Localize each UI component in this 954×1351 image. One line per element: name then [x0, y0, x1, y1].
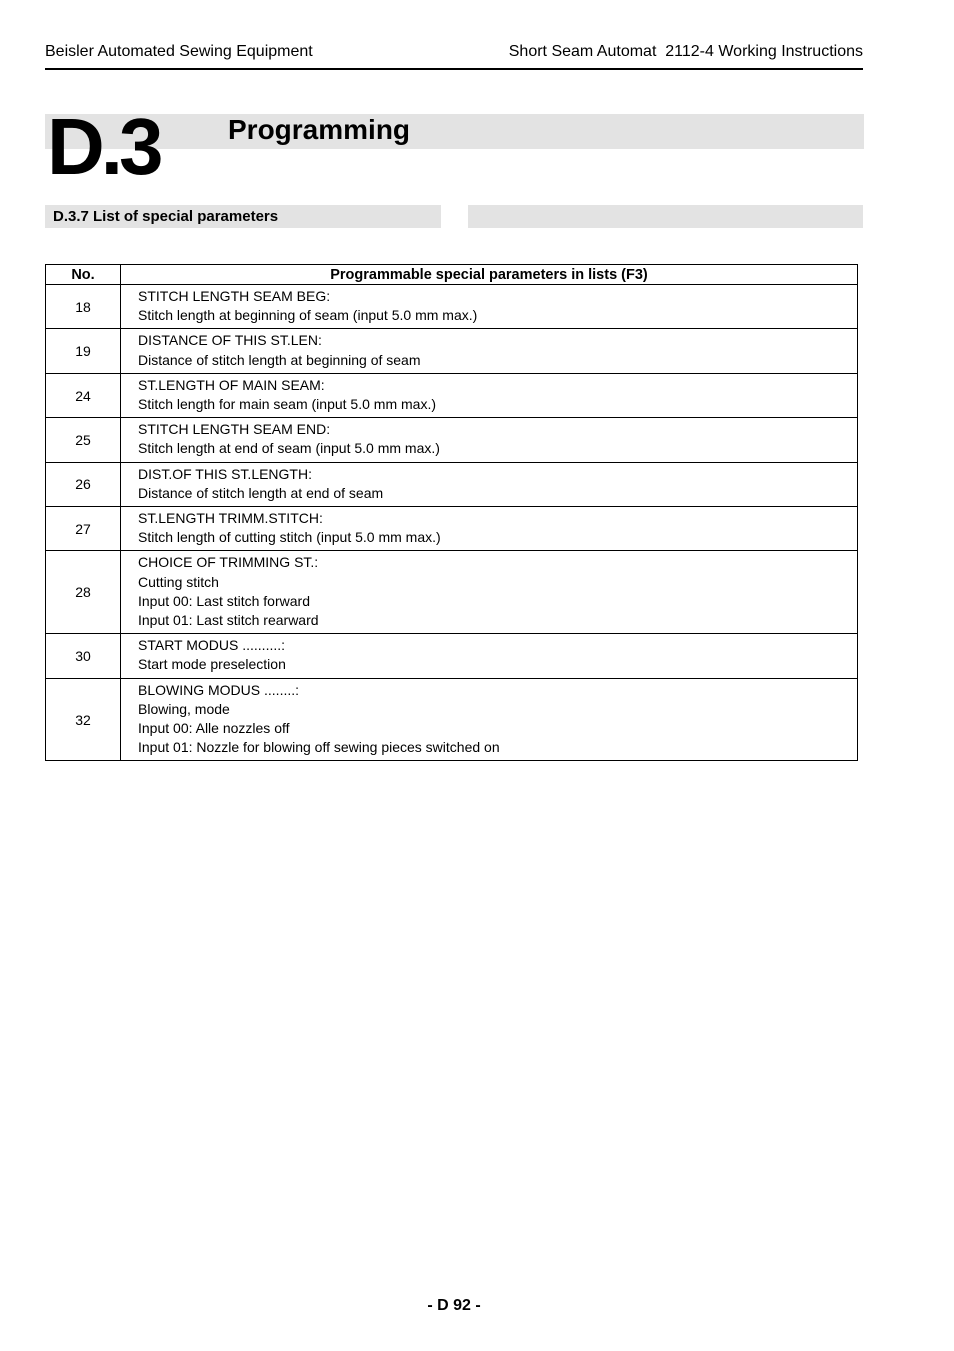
- parameter-description-line: Distance of stitch length at end of seam: [138, 484, 384, 501]
- parameter-number: 28: [46, 551, 121, 634]
- parameter-description-line: Input 00: Last stitch forward: [138, 592, 310, 609]
- parameter-description: [121, 634, 858, 678]
- parameter-number: 27: [46, 507, 121, 551]
- parameter-description-line: Input 00: Alle nozzles off: [138, 720, 290, 737]
- parameter-description-line: Blowing, mode: [138, 700, 230, 717]
- parameter-name: STITCH LENGTH SEAM END:: [138, 421, 331, 438]
- table-row: [46, 373, 858, 417]
- parameter-name: ST.LENGTH OF MAIN SEAM:: [138, 376, 325, 393]
- chapter-title-band: [45, 114, 864, 149]
- parameter-description-line: Input 01: Last stitch rearward: [138, 612, 319, 629]
- table-row: [46, 462, 858, 506]
- parameter-description: [121, 329, 858, 373]
- page-number: - D 92 -: [427, 1297, 481, 1314]
- section-title: D.3.7 List of special parameters: [53, 208, 279, 225]
- parameter-description-line: Stitch length of cutting stitch (input 5.0 mm max.): [138, 529, 441, 546]
- parameter-name: BLOWING MODUS ........:: [138, 681, 300, 698]
- column-header-description: Programmable special parameters in lists (F3): [121, 265, 858, 285]
- table-body: [46, 285, 858, 761]
- parameter-name: CHOICE OF TRIMMING ST.:: [138, 554, 319, 571]
- chapter-number: D.3: [47, 102, 160, 191]
- parameter-number: 18: [46, 285, 121, 329]
- parameter-description: [121, 678, 858, 761]
- parameter-description-line: Stitch length at beginning of seam (input 5.0 mm max.): [138, 307, 478, 324]
- parameter-description: [121, 507, 858, 551]
- parameter-description: [121, 551, 858, 634]
- parameter-name: ST.LENGTH TRIMM.STITCH:: [138, 510, 323, 527]
- parameter-name: DIST.OF THIS ST.LENGTH:: [138, 465, 312, 482]
- chapter-title: Programming: [228, 114, 411, 145]
- parameter-number: 32: [46, 678, 121, 761]
- parameter-name: START MODUS ..........:: [138, 637, 286, 654]
- table-row: [46, 329, 858, 373]
- parameter-description-line: Distance of stitch length at beginning of seam: [138, 351, 421, 368]
- parameter-description: [121, 373, 858, 417]
- parameter-name: DISTANCE OF THIS ST.LEN:: [138, 332, 322, 349]
- parameter-description-line: Start mode preselection: [138, 656, 286, 673]
- parameter-description-line: Stitch length for main seam (input 5.0 mm max.): [138, 396, 436, 413]
- parameter-description-line: Input 01: Nozzle for blowing off sewing pieces switched on: [138, 739, 500, 756]
- special-parameters-table: [45, 264, 858, 761]
- parameter-number: 25: [46, 418, 121, 462]
- parameter-number: 30: [46, 634, 121, 678]
- parameter-name: STITCH LENGTH SEAM BEG:: [138, 288, 331, 304]
- parameter-description: [121, 285, 858, 329]
- parameter-description: [121, 418, 858, 462]
- parameter-number: 19: [46, 329, 121, 373]
- section-band-right: [468, 205, 863, 228]
- header-document-title: Short Seam Automat 2112-4 Working Instructions: [508, 43, 863, 60]
- parameter-description: [121, 462, 858, 506]
- table-row: [46, 634, 858, 678]
- table-header-row: [46, 265, 858, 285]
- header-company: Beisler Automated Sewing Equipment: [45, 43, 313, 60]
- table-row: [46, 418, 858, 462]
- parameter-description-line: Stitch length at end of seam (input 5.0 mm max.): [138, 440, 440, 457]
- table-row: [46, 551, 858, 634]
- parameter-description-line: Cutting stitch: [138, 573, 219, 590]
- header-divider: [45, 68, 863, 70]
- parameter-number: 26: [46, 462, 121, 506]
- column-header-no: No.: [46, 265, 121, 285]
- table-row: [46, 507, 858, 551]
- table-row: [46, 678, 858, 761]
- parameter-number: 24: [46, 373, 121, 417]
- table-row: [46, 285, 858, 329]
